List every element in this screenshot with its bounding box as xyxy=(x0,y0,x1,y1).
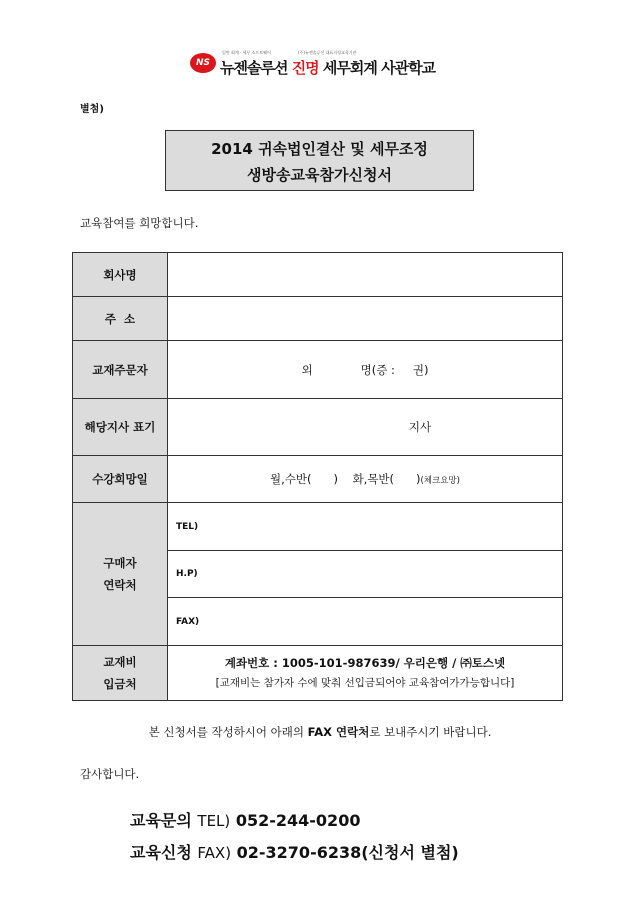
logo-sub: (주)뉴젠솔루션 대표지정교육기관 xyxy=(298,50,357,55)
order-text2: 명(증 : xyxy=(360,362,395,377)
title-line1: 2014 귀속법인결산 및 세무조정 xyxy=(211,140,428,158)
tel-label: TEL) xyxy=(176,521,199,532)
logo-rest: 세무회계 사관학교 xyxy=(322,59,436,77)
application-form xyxy=(72,252,563,701)
title-box xyxy=(165,130,474,191)
fee-info xyxy=(168,646,563,701)
schedule-field[interactable] xyxy=(168,456,563,503)
schedule-label: 수강희망일 xyxy=(73,456,168,503)
logo-red: 진명 xyxy=(291,59,319,77)
apply-prefix: FAX) xyxy=(197,844,232,862)
order-label: 교재주문자 xyxy=(73,341,168,399)
branch-suffix: 지사 xyxy=(408,420,432,434)
fee-label xyxy=(73,646,168,701)
thanks-text: 감사합니다. xyxy=(80,767,140,781)
logo-text xyxy=(220,57,435,78)
logo-brand: 뉴젠솔루션 xyxy=(220,59,288,77)
send-instruction xyxy=(0,724,640,740)
order-text1: 외 xyxy=(301,362,313,377)
logo xyxy=(190,48,436,78)
fax-field[interactable] xyxy=(168,598,563,646)
title-line2: 생방송교육참가신청서 xyxy=(247,166,392,184)
annex-label: 별첨) xyxy=(80,104,104,115)
logo-mark: NS xyxy=(190,53,216,73)
address-label: 주 소 xyxy=(73,297,168,341)
company-field[interactable] xyxy=(168,253,563,297)
order-text3: 권) xyxy=(412,362,429,377)
intro-text: 교육참여를 희망합니다. xyxy=(80,216,199,230)
contact-label1: 구매자 xyxy=(103,556,137,570)
send-pre: 본 신청서를 작성하시어 아래의 xyxy=(148,725,308,739)
hp-field[interactable] xyxy=(168,551,563,598)
inquiry-label: 교육문의 xyxy=(130,811,192,830)
apply-line xyxy=(130,840,459,863)
fax-label: FAX) xyxy=(176,616,200,627)
tel-field[interactable] xyxy=(168,503,563,551)
schedule-note: (체크요망) xyxy=(420,476,460,486)
contact-label xyxy=(73,503,168,646)
apply-fax: 02-3270-6238(신청서 별첨) xyxy=(236,843,459,862)
schedule-option-tue-thu[interactable]: 화,목반( ) xyxy=(352,472,421,486)
logo-tagline: 일반 회계 · 세무 소프트웨어 xyxy=(222,50,271,55)
company-label: 회사명 xyxy=(73,253,168,297)
inquiry-phone: 052-244-0200 xyxy=(235,811,361,830)
send-bold: FAX 연락처 xyxy=(307,725,370,739)
inquiry-line xyxy=(130,808,360,831)
branch-field[interactable] xyxy=(168,399,563,456)
contact-label2: 연락처 xyxy=(103,578,137,592)
branch-label: 해당지사 표기 xyxy=(73,399,168,456)
fee-label2: 입금처 xyxy=(103,677,137,691)
fee-label1: 교재비 xyxy=(103,655,137,669)
address-field[interactable] xyxy=(168,297,563,341)
fee-note: [교재비는 참가자 수에 맞춰 선입금되어야 교육참여가가능합니다] xyxy=(215,677,515,689)
bank-account: 계좌번호 : 1005-101-987639/ 우리은행 / ㈜토스넷 xyxy=(224,656,506,670)
hp-label: H.P) xyxy=(176,569,198,579)
apply-label: 교육신청 xyxy=(130,843,192,862)
send-post: 로 보내주시기 바랍니다. xyxy=(369,725,492,739)
order-field[interactable] xyxy=(168,341,563,399)
schedule-option-mon-wed[interactable]: 월,수반( ) xyxy=(270,472,338,486)
inquiry-prefix: TEL) xyxy=(197,812,231,830)
